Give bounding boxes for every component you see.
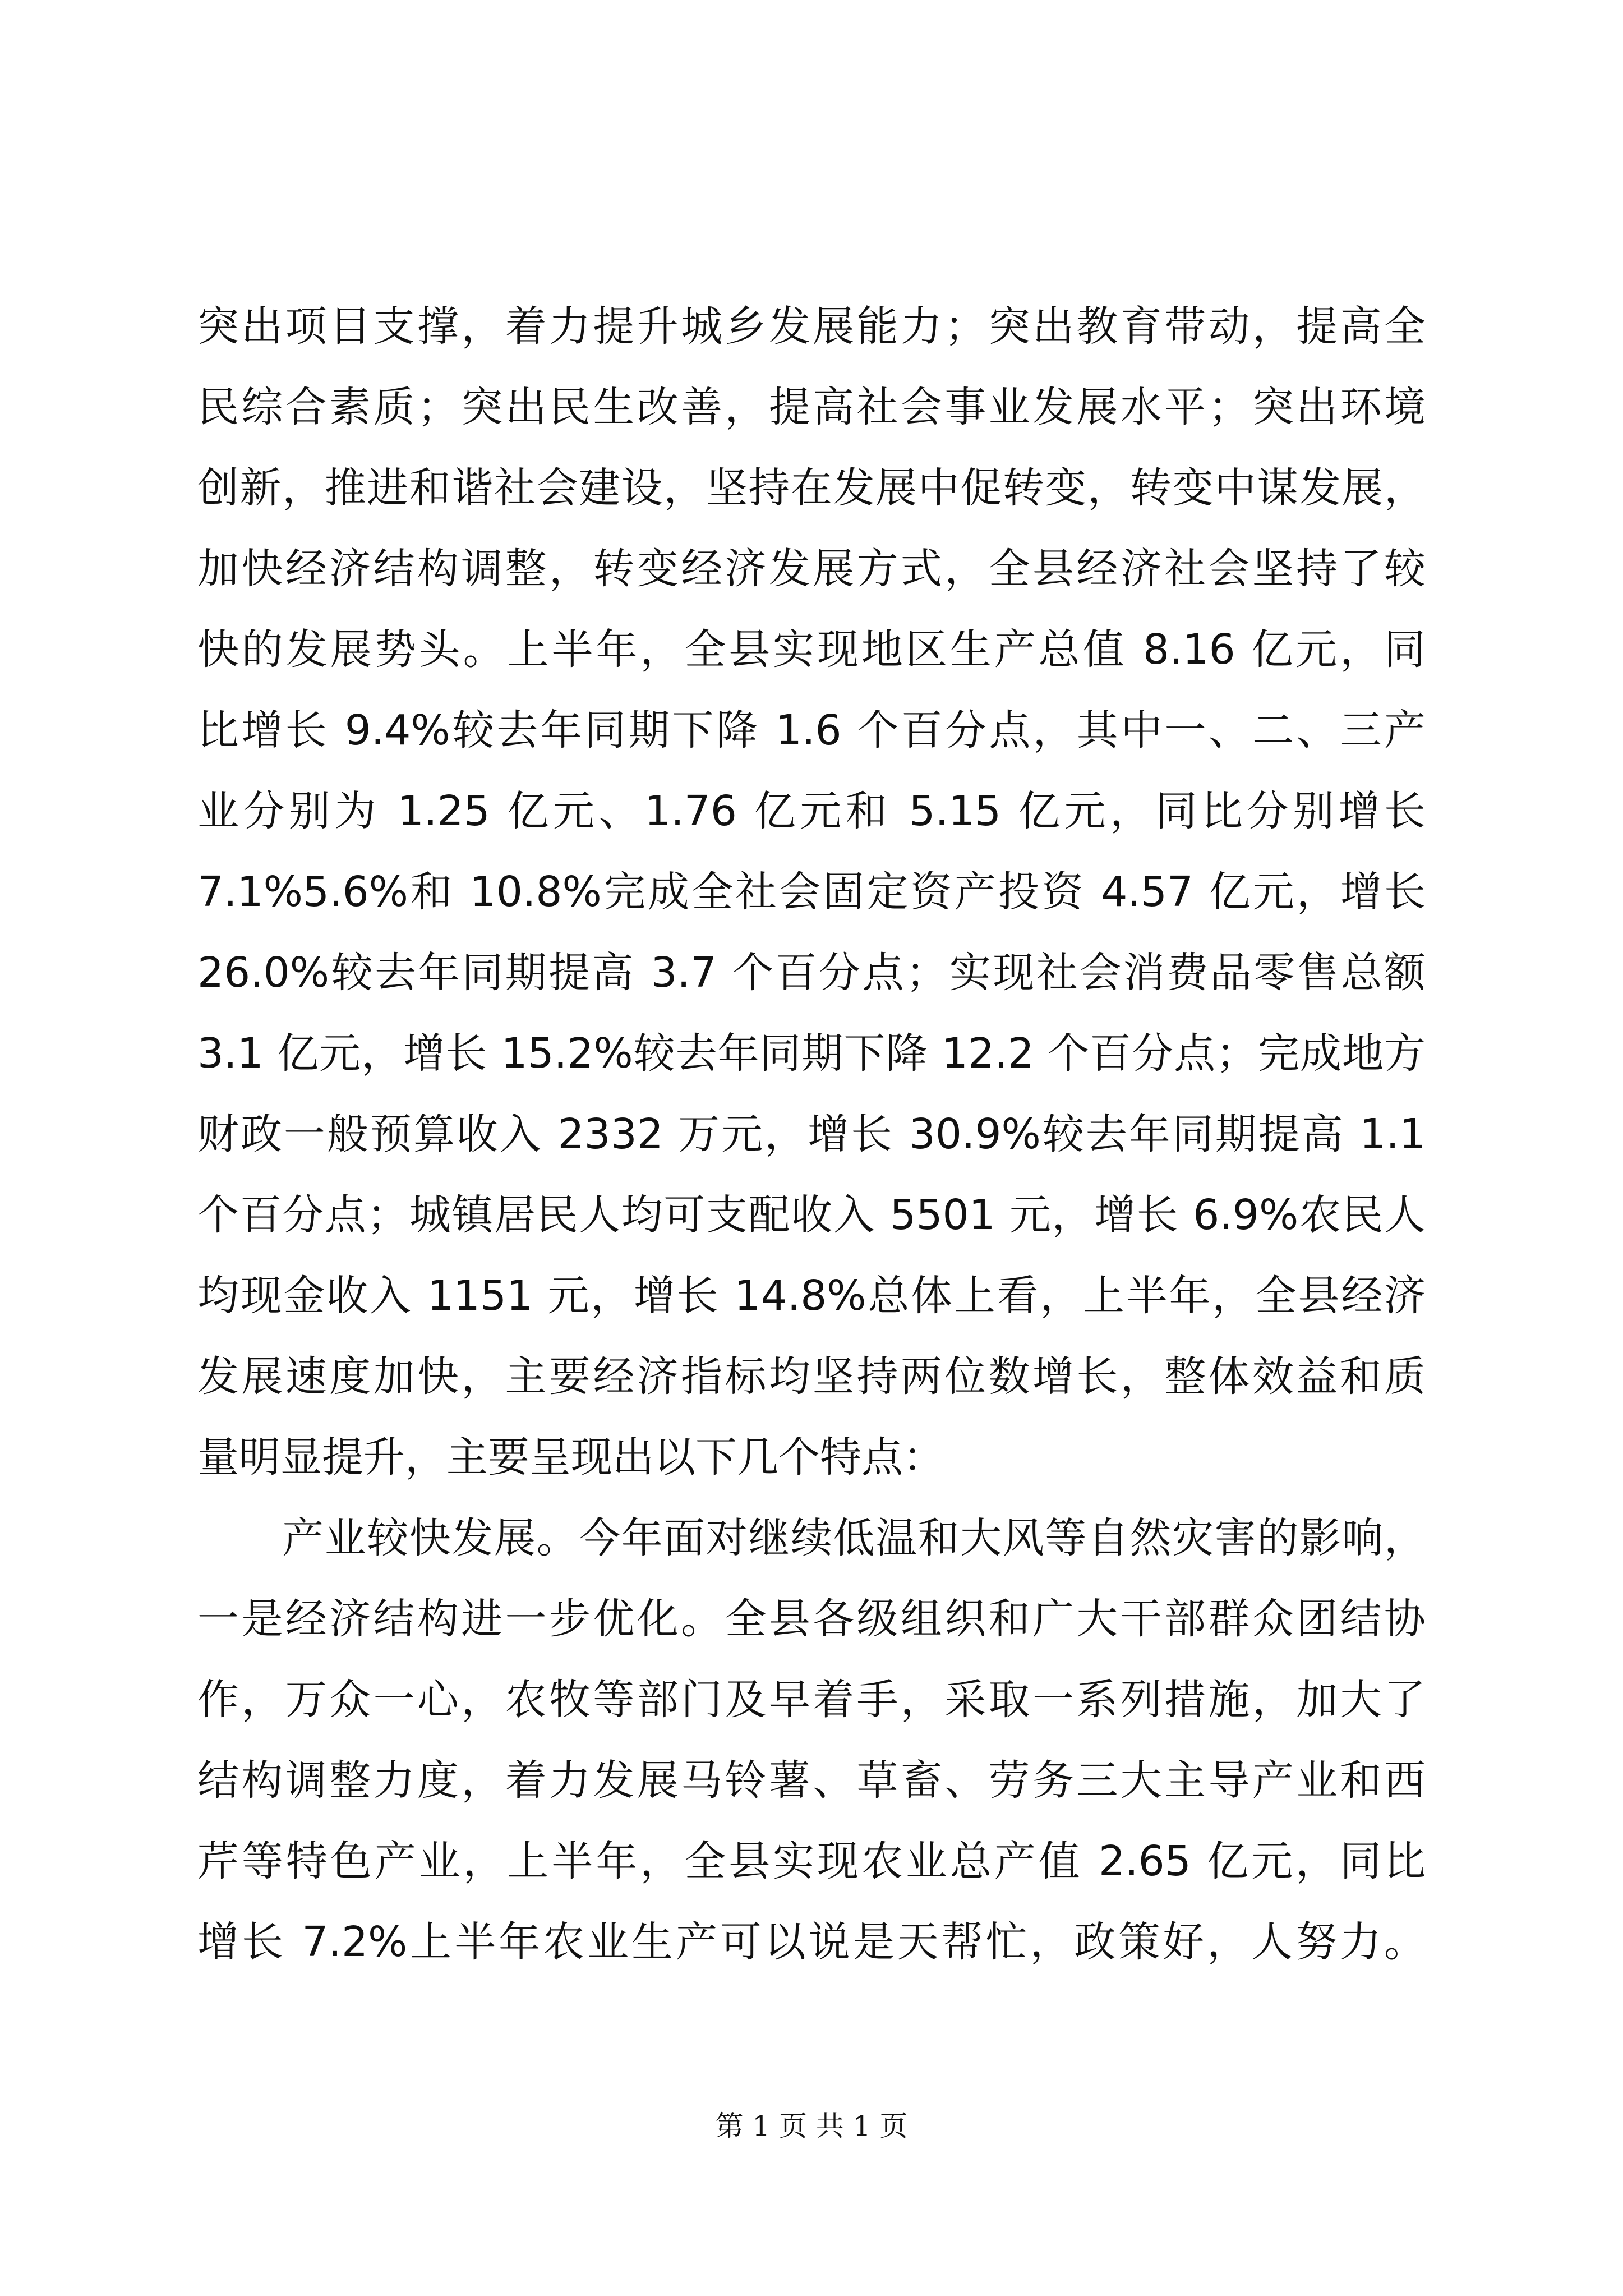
text-line: 作，万众一心，农牧等部门及早着手，采取一系列措施，加大了 [197, 1676, 1426, 1724]
text-line: 7.1%5.6%和 10.8%完成全社会固定资产投资 4.57 亿元，增长 [197, 868, 1426, 916]
text-line: 3.1 亿元，增长 15.2%较去年同期下降 12.2 个百分点；完成地方 [197, 1029, 1426, 1078]
text-line: 财政一般预算收入 2332 万元，增长 30.9%较去年同期提高 1.1 [197, 1110, 1426, 1158]
page-footer: 第 1 页 共 1 页 [715, 2110, 908, 2142]
text-line: 均现金收入 1151 元，增长 14.8%总体上看，上半年，全县经济 [197, 1272, 1426, 1320]
text-line: 快的发展势头。上半年，全县实现地区生产总值 8.16 亿元，同 [197, 625, 1426, 674]
text-line: 民综合素质；突出民生改善，提高社会事业发展水平；突出环境 [197, 383, 1426, 431]
body-text [197, 286, 1426, 1982]
text-line: 产业较快发展。今年面对继续低温和大风等自然灾害的影响， [197, 1514, 1426, 1562]
text-line: 突出项目支撑，着力提升城乡发展能力；突出教育带动，提高全 [197, 302, 1426, 351]
text-line: 芹等特色产业，上半年，全县实现农业总产值 2.65 亿元，同比 [197, 1837, 1426, 1885]
text-line: 一是经济结构进一步优化。全县各级组织和广大干部群众团结协 [197, 1595, 1426, 1643]
text-line: 个百分点；城镇居民人均可支配收入 5501 元，增长 6.9%农民人 [197, 1191, 1426, 1239]
text-line: 比增长 9.4%较去年同期下降 1.6 个百分点，其中一、二、三产 [197, 706, 1426, 754]
text-line: 加快经济结构调整，转变经济发展方式，全县经济社会坚持了较 [197, 545, 1426, 593]
text-line: 发展速度加快，主要经济指标均坚持两位数增长，整体效益和质 [197, 1352, 1426, 1401]
text-line: 26.0%较去年同期提高 3.7 个百分点；实现社会消费品零售总额 [197, 949, 1426, 997]
text-line: 创新，推进和谐社会建设，坚持在发展中促转变，转变中谋发展， [197, 464, 1426, 512]
text-line: 增长 7.2%上半年农业生产可以说是天帮忙，政策好，人努力。 [197, 1918, 1426, 1966]
text-line: 结构调整力度，着力发展马铃薯、草畜、劳务三大主导产业和西 [197, 1756, 1426, 1805]
text-line: 业分别为 1.25 亿元、1.76 亿元和 5.15 亿元，同比分别增长 [197, 787, 1426, 835]
text-line: 量明显提升，主要呈现出以下几个特点： [197, 1433, 944, 1481]
